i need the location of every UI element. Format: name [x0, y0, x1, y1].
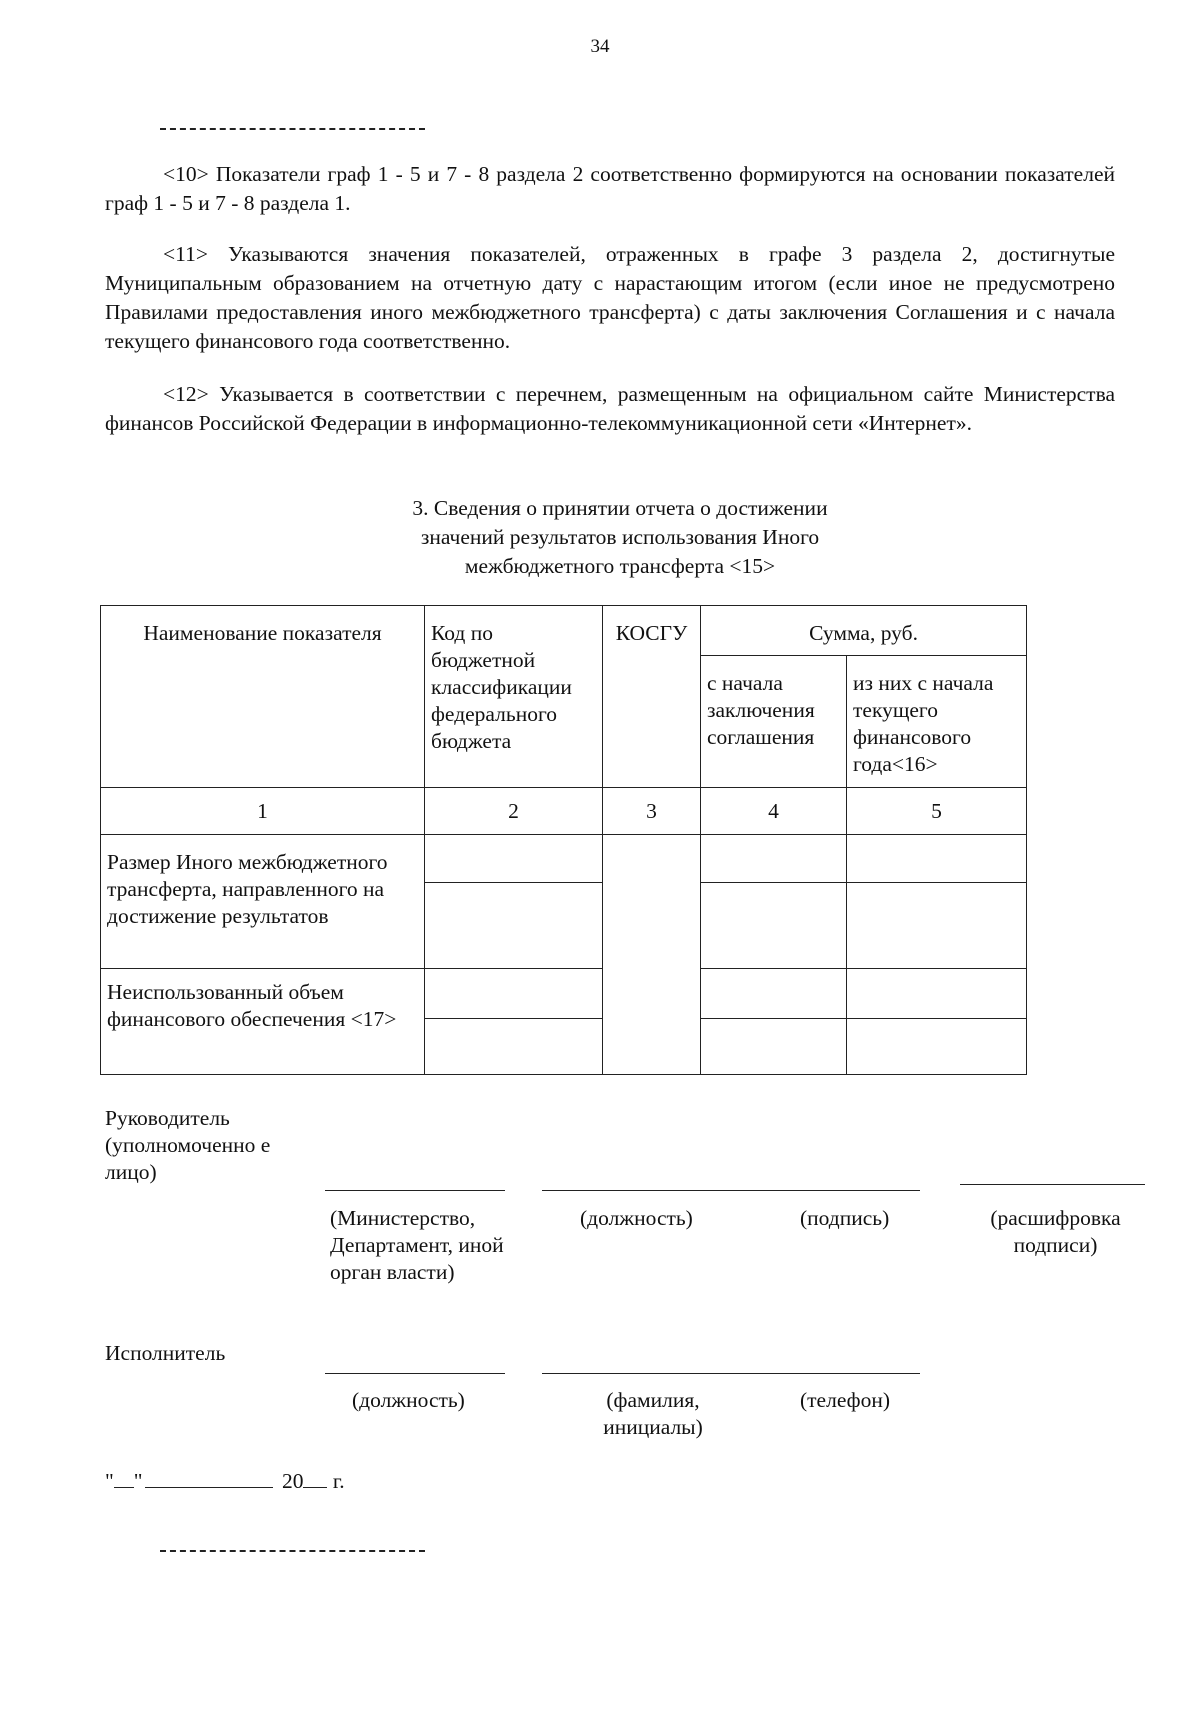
footnote-12-text: <12> Указывается в соответствии с перечнем, размещенным на официальном сайте Министерства финансов Российской Федерации в информационно-телекоммуникационной сети «Интернет».	[105, 382, 1115, 435]
footnote-11	[105, 240, 1115, 356]
cell-row1-sum-a	[701, 835, 847, 883]
footnote-12	[105, 380, 1115, 438]
section-title-line-3: межбюджетного трансферта <15>	[464, 554, 776, 578]
cell-row1-year-a	[847, 835, 1027, 883]
cell-row2-year-a	[847, 969, 1027, 1019]
executor-name-phone-line	[542, 1373, 920, 1374]
section-title-line-1: 3. Сведения о принятии отчета о достижении	[412, 496, 828, 520]
cell-kosgu-merged	[603, 835, 701, 1075]
cell-row1-sum-b	[701, 883, 847, 969]
date-year-blank	[303, 1487, 327, 1488]
header-budget-code: Код по бюджетной классификации федерального бюджета	[425, 606, 603, 788]
head-decode-line	[960, 1184, 1145, 1185]
column-number-3: 3	[603, 788, 701, 835]
caption-signature: (подпись)	[800, 1206, 890, 1230]
date-quote-open: "	[105, 1469, 114, 1493]
cell-row2-year-b	[847, 1019, 1027, 1075]
cell-row2-sum-a	[701, 969, 847, 1019]
date-line	[105, 1468, 345, 1495]
header-from-year-start: из них с начала текущего финансового года<16>	[847, 656, 1027, 788]
column-number-4: 4	[701, 788, 847, 835]
executor-position-line	[325, 1373, 505, 1374]
footnote-10	[105, 160, 1115, 218]
date-suffix: г.	[332, 1469, 345, 1493]
cell-row2-code-a	[425, 969, 603, 1019]
caption-head-position: (должность)	[580, 1206, 693, 1230]
caption-executor-name: (фамилия, инициалы)	[603, 1388, 703, 1439]
head-position-signature-line	[542, 1190, 920, 1191]
page-number: 34	[590, 36, 610, 57]
head-org-line	[325, 1190, 505, 1191]
cell-row2-code-b	[425, 1019, 603, 1075]
caption-organization: (Министерство, Департамент, иной орган власти)	[330, 1206, 504, 1284]
section-title-line-2: значений результатов использования Иного	[420, 525, 820, 549]
caption-executor-position: (должность)	[352, 1388, 465, 1412]
column-number-2: 2	[425, 788, 603, 835]
date-month-blank	[145, 1487, 273, 1488]
row-transfer-size-label: Размер Иного межбюджетного трансферта, направленного на достижение результатов	[101, 835, 425, 969]
column-number-1: 1	[101, 788, 425, 835]
header-kosgu: КОСГУ	[603, 606, 701, 788]
cell-row2-sum-b	[701, 1019, 847, 1075]
footnote-10-text: <10> Показатели граф 1 - 5 и 7 - 8 раздела 2 соответственно формируются на основании показателей граф 1 - 5 и 7 - 8 раздела 1.	[105, 162, 1115, 215]
section-title	[300, 494, 940, 581]
cell-row1-code-a	[425, 835, 603, 883]
executor-label: Исполнитель	[105, 1341, 226, 1365]
header-from-agreement-start: с начала заключения соглашения	[701, 656, 847, 788]
date-day-blank	[114, 1487, 134, 1488]
report-table	[100, 605, 1027, 1075]
header-indicator-name: Наименование показателя	[101, 606, 425, 788]
caption-executor-phone: (телефон)	[800, 1388, 890, 1412]
footnote-separator-bottom	[160, 1550, 425, 1552]
header-sum: Сумма, руб.	[701, 606, 1027, 656]
cell-row1-year-b	[847, 883, 1027, 969]
head-label: Руководитель (уполномоченно е лицо)	[105, 1106, 271, 1184]
date-quote-close: "	[133, 1469, 143, 1493]
footnote-separator-top	[160, 128, 425, 130]
row-unused-volume-label: Неиспользованный объем финансового обеспечения <17>	[101, 969, 425, 1075]
cell-row1-code-b	[425, 883, 603, 969]
column-number-5: 5	[847, 788, 1027, 835]
caption-signature-decode: (расшифровка подписи)	[990, 1206, 1121, 1257]
footnote-11-text: <11> Указываются значения показателей, отраженных в графе 3 раздела 2, достигнутые Муниципальным образованием на отчетную дату с нарастающим итогом (если иное не предусмотрено Правилами предоставления иного межбюджетного трансферта) с даты заключения Соглашения и с начала текущего финансового года соответственно.	[105, 242, 1115, 353]
date-year-prefix: 20	[281, 1469, 304, 1493]
